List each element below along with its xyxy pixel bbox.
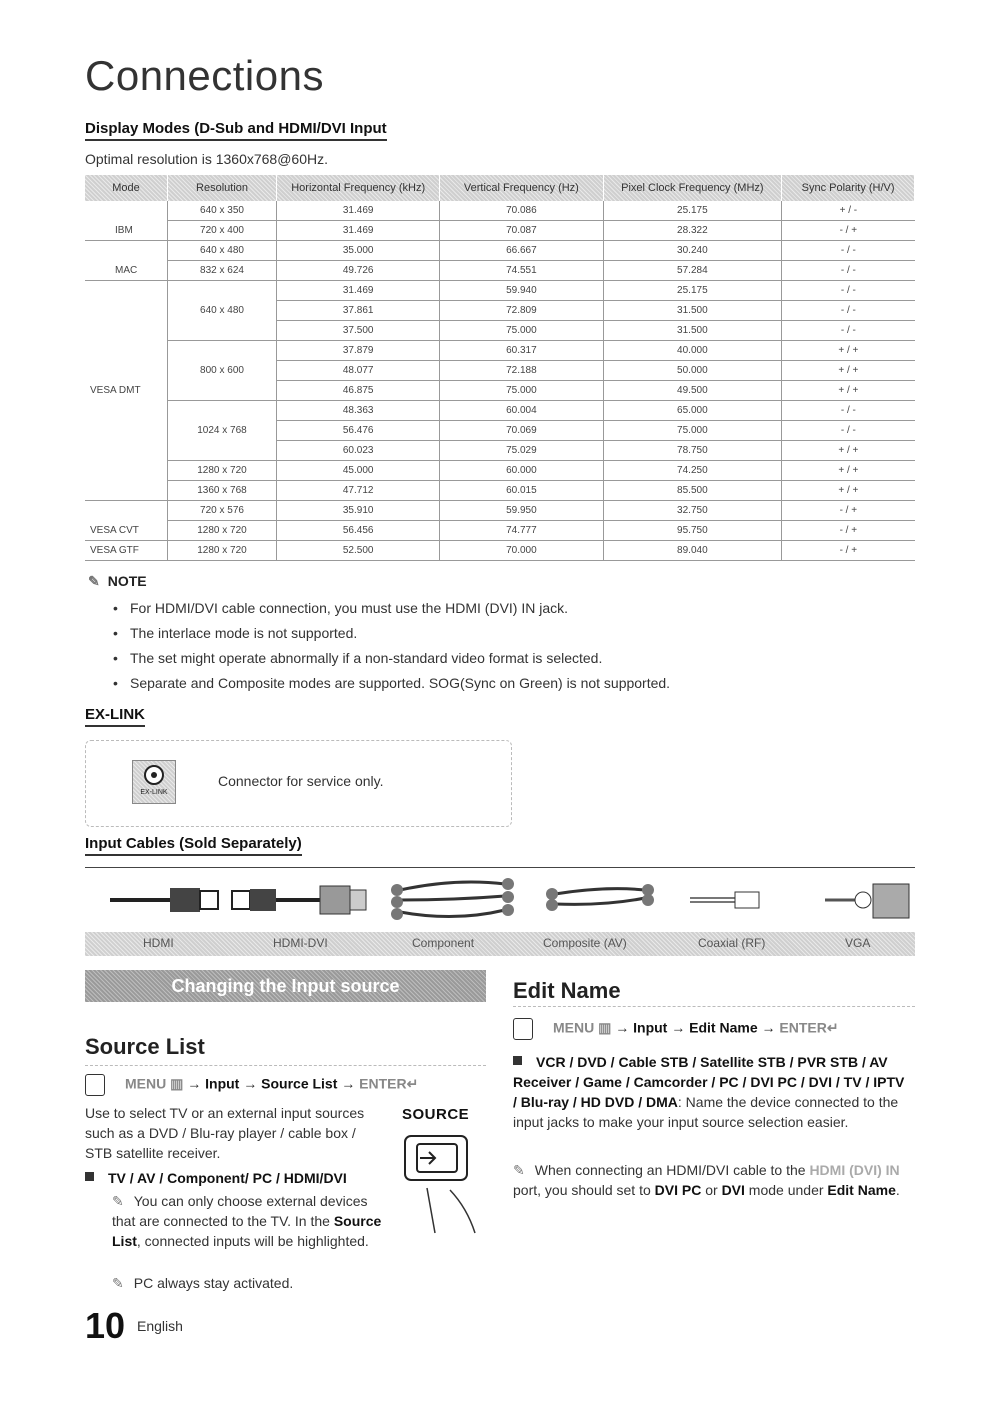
table-cell: [85, 341, 167, 361]
source-list-bullet: [85, 1168, 415, 1188]
col-header-mode: Mode: [85, 175, 167, 201]
table-cell: 75.029: [440, 441, 603, 461]
table-cell: 70.069: [440, 421, 603, 441]
edit-name-rule: [513, 1006, 915, 1007]
square-bullet-icon: [513, 1056, 522, 1065]
note-edit-name: Edit Name: [827, 1182, 896, 1198]
table-cell: 35.910: [277, 501, 440, 521]
note-hdmi-port: HDMI (DVI) IN: [809, 1162, 900, 1178]
table-cell: 28.322: [603, 221, 782, 241]
cable-label-vga: VGA: [845, 936, 871, 950]
table-cell: + / +: [782, 341, 915, 361]
path-arrow: →: [337, 1075, 360, 1092]
table-cell: 74.777: [440, 521, 603, 541]
table-cell: 70.086: [440, 201, 603, 221]
table-row: [85, 361, 915, 381]
table-cell: [85, 361, 167, 381]
note-text: When connecting an HDMI/DVI cable to the: [534, 1162, 810, 1178]
table-cell: [85, 421, 167, 441]
table-cell: + / +: [782, 461, 915, 481]
table-cell: [85, 281, 167, 301]
table-cell: + / +: [782, 381, 915, 401]
cables-divider: [85, 867, 915, 868]
hdmi-cable-icon: [110, 888, 218, 912]
table-cell: 31.469: [277, 281, 440, 301]
table-cell: 1360 x 768: [167, 481, 276, 501]
enter-label: ENTER: [779, 1019, 827, 1036]
table-cell: 720 x 576: [167, 501, 276, 521]
cables-label-bar: [85, 932, 915, 956]
page-title: Connections: [85, 52, 324, 99]
page-language: English: [137, 1318, 183, 1334]
table-cell: 37.879: [277, 341, 440, 361]
table-cell: 74.250: [603, 461, 782, 481]
table-cell: [85, 441, 167, 461]
table-cell: VESA DMT: [90, 385, 141, 396]
table-cell: 75.000: [440, 321, 603, 341]
table-cell: 31.469: [277, 221, 440, 241]
path-arrow: →: [757, 1019, 780, 1036]
path-arrow: →: [611, 1019, 634, 1036]
table-cell: 75.000: [603, 421, 782, 441]
table-row: [85, 201, 915, 221]
table-cell: 74.551: [440, 261, 603, 281]
note-item-text: The set might operate abnormally if a non-standard video format is selected.: [130, 650, 603, 666]
table-cell: - / -: [782, 421, 915, 441]
note-item-text: For HDMI/DVI cable connection, you must use the HDMI (DVI) IN jack.: [130, 600, 569, 616]
note-heading-text: NOTE: [107, 573, 147, 589]
table-cell: IBM: [85, 221, 167, 241]
cable-label-coaxial: Coaxial (RF): [698, 936, 766, 950]
table-row: [85, 501, 915, 521]
page-number: 10: [85, 1305, 126, 1346]
table-cell: [167, 441, 276, 461]
table-cell: 1280 x 720: [167, 521, 276, 541]
note-item-text: The interlace mode is not supported.: [130, 625, 358, 641]
table-cell: 70.087: [440, 221, 603, 241]
source-list-description: Use to select TV or an external input sources such as a DVD / Blu-ray player / cable box / STB satellite receiver.: [85, 1105, 365, 1161]
table-cell: + / +: [782, 361, 915, 381]
table-cell: 31.469: [277, 201, 440, 221]
table-row: [85, 221, 915, 241]
note-text: , connected inputs will be highlighted.: [136, 1233, 369, 1249]
table-row: [85, 381, 915, 401]
table-cell: 49.726: [277, 261, 440, 281]
note-item: [113, 648, 670, 673]
table-cell: 31.500: [603, 301, 782, 321]
table-cell: + / +: [782, 481, 915, 501]
menu-grid-icon: ▥: [594, 1019, 612, 1036]
table-cell: 640 x 480: [167, 241, 276, 261]
table-cell: VESA GTF: [85, 541, 167, 561]
input-cables-heading: Input Cables (Sold Separately): [85, 835, 302, 856]
edit-name-title: Edit Name: [513, 978, 621, 1003]
table-cell: 48.077: [277, 361, 440, 381]
table-cell: - / -: [782, 301, 915, 321]
table-cell: [167, 381, 276, 401]
table-cell: 60.317: [440, 341, 603, 361]
source-list-rule: [85, 1065, 486, 1066]
table-cell: 640 x 350: [167, 201, 276, 221]
table-cell: [85, 481, 167, 501]
table-cell: [167, 281, 276, 301]
table-cell: 1280 x 720: [167, 461, 276, 481]
table-cell: 70.000: [440, 541, 603, 561]
source-list-menu-path: [85, 1074, 418, 1096]
table-cell: 78.750: [603, 441, 782, 461]
table-cell: 31.500: [603, 321, 782, 341]
source-list-note-1: [112, 1191, 382, 1251]
table-row: [85, 541, 915, 561]
col-header-sync: Sync Polarity (H/V): [782, 175, 915, 201]
exlink-heading: EX-LINK: [85, 706, 145, 727]
note-text: .: [895, 1182, 900, 1198]
edit-name-menu-path: [513, 1018, 839, 1040]
source-list-title: Source List: [85, 1034, 205, 1059]
table-cell: 25.175: [603, 281, 782, 301]
edit-name-devices: VCR / DVD / Cable STB / Satellite STB / PVR STB / AV Receiver / Game / Camcorder / PC / DVI PC / DVI / TV / IPTV / Blu-ray / HD DVD / DMA: [513, 1054, 905, 1110]
note-item: [113, 673, 670, 698]
table-cell: - / -: [782, 321, 915, 341]
remote-hand-icon: [85, 1074, 105, 1096]
table-row: [85, 481, 915, 501]
note-item-text: Separate and Composite modes are supported. SOG(Sync on Green) is not supported.: [130, 675, 671, 691]
coaxial-cable-icon: [690, 892, 759, 908]
cables-illustration: [85, 872, 915, 930]
note-text: or: [701, 1182, 722, 1198]
table-row: [85, 241, 915, 261]
table-cell: 52.500: [277, 541, 440, 561]
table-cell: 32.750: [603, 501, 782, 521]
composite-cable-icon: [546, 884, 654, 911]
edit-name-bullet: [513, 1052, 908, 1132]
menu-label: MENU: [553, 1019, 595, 1036]
path-arrow: →: [183, 1075, 206, 1092]
table-row: [85, 321, 915, 341]
table-row: [85, 281, 915, 301]
table-cell: 48.363: [277, 401, 440, 421]
note-heading: [88, 573, 147, 590]
display-modes-body: [85, 201, 915, 561]
cable-label-hdmi: HDMI: [143, 936, 174, 950]
note-pencil-icon: ✎: [88, 573, 100, 589]
note-bold: Source List: [112, 1213, 382, 1249]
exlink-icon-label: EX-LINK: [140, 789, 168, 796]
table-cell: 56.456: [277, 521, 440, 541]
table-cell: 45.000: [277, 461, 440, 481]
table-row: [85, 401, 915, 421]
table-cell: 65.000: [603, 401, 782, 421]
table-cell: 60.015: [440, 481, 603, 501]
enter-label: ENTER: [359, 1075, 407, 1092]
table-cell: [167, 341, 276, 361]
table-cell: MAC: [85, 261, 167, 281]
table-cell: 60.000: [440, 461, 603, 481]
table-cell: - / +: [782, 501, 915, 521]
table-cell: 59.950: [440, 501, 603, 521]
table-cell: 57.284: [603, 261, 782, 281]
display-modes-heading: Display Modes (D-Sub and HDMI/DVI Input: [85, 120, 387, 141]
table-cell: 1024 x 768: [167, 421, 276, 441]
table-cell: 30.240: [603, 241, 782, 261]
table-cell: 50.000: [603, 361, 782, 381]
table-cell: 59.940: [440, 281, 603, 301]
table-row: [85, 441, 915, 461]
table-cell: 800 x 600: [167, 361, 276, 381]
table-row: [85, 261, 915, 281]
table-cell: - / -: [782, 281, 915, 301]
table-cell: 35.000: [277, 241, 440, 261]
display-modes-table: [85, 175, 915, 561]
edit-name-desc: : Name the device connected to the input jacks to make your input source selection easier.: [513, 1094, 899, 1130]
table-cell: 89.040: [603, 541, 782, 561]
table-cell: - / -: [782, 401, 915, 421]
table-cell: - / -: [782, 241, 915, 261]
note-item: [113, 598, 670, 623]
note-text: mode under: [744, 1182, 828, 1198]
table-cell: 56.476: [277, 421, 440, 441]
square-bullet-icon: [85, 1172, 94, 1181]
table-cell: [85, 501, 167, 521]
path-arrow: →: [239, 1075, 262, 1092]
table-cell: 85.500: [603, 481, 782, 501]
path-source-list: Source List: [261, 1075, 338, 1092]
section-banner: Changing the Input source: [85, 970, 486, 1002]
menu-grid-icon: ▥: [166, 1075, 184, 1092]
table-cell: 72.188: [440, 361, 603, 381]
note-dvi: DVI: [721, 1182, 745, 1198]
note-text: You can only choose external devices that are connected to the TV. In the: [112, 1193, 368, 1229]
optimal-resolution-text: Optimal resolution is 1360x768@60Hz.: [85, 151, 329, 167]
table-cell: 60.023: [277, 441, 440, 461]
vga-cable-icon: [825, 884, 909, 918]
table-cell: 66.667: [440, 241, 603, 261]
exlink-description: Connector for service only.: [218, 773, 384, 789]
note-dvi-pc: DVI PC: [654, 1182, 702, 1198]
note-pencil-icon: ✎: [112, 1275, 124, 1291]
table-cell: [85, 241, 167, 261]
table-cell: 640 x 480: [167, 301, 276, 321]
table-cell: 37.861: [277, 301, 440, 321]
menu-label: MENU: [125, 1075, 167, 1092]
path-input: Input: [633, 1019, 668, 1036]
source-list-inputs: TV / AV / Component/ PC / HDMI/DVI: [108, 1170, 347, 1186]
enter-icon: ↵: [406, 1075, 419, 1092]
table-cell: [85, 201, 167, 221]
col-header-pixel-clock: Pixel Clock Frequency (MHz): [603, 175, 782, 201]
table-cell: 46.875: [277, 381, 440, 401]
table-cell: 1280 x 720: [167, 541, 276, 561]
note-item: [113, 623, 670, 648]
table-cell: + / +: [782, 441, 915, 461]
path-input: Input: [205, 1075, 240, 1092]
path-edit-name: Edit Name: [689, 1019, 758, 1036]
enter-icon: ↵: [826, 1019, 839, 1036]
source-key-label: SOURCE: [402, 1106, 470, 1123]
table-cell: [85, 461, 167, 481]
exlink-connector-icon: [132, 760, 176, 804]
table-row: [85, 341, 915, 361]
table-cell: - / +: [782, 221, 915, 241]
table-cell: [167, 401, 276, 421]
remote-hand-icon: [513, 1018, 533, 1040]
table-cell: - / -: [782, 261, 915, 281]
table-cell: 47.712: [277, 481, 440, 501]
table-cell: 720 x 400: [167, 221, 276, 241]
table-cell: [85, 401, 167, 421]
note-text: port, you should set to: [513, 1182, 655, 1198]
table-cell: 75.000: [440, 381, 603, 401]
table-cell: 40.000: [603, 341, 782, 361]
table-cell: 37.500: [277, 321, 440, 341]
table-cell: 832 x 624: [167, 261, 276, 281]
cable-label-composite: Composite (AV): [543, 936, 627, 950]
table-cell: 49.500: [603, 381, 782, 401]
cable-label-component: Component: [412, 936, 475, 950]
source-list-note-2: [112, 1273, 293, 1293]
note-text: PC always stay activated.: [133, 1275, 294, 1291]
table-cell: + / -: [782, 201, 915, 221]
table-cell: 72.809: [440, 301, 603, 321]
table-row: [85, 521, 915, 541]
component-cable-icon: [391, 878, 514, 920]
table-cell: - / +: [782, 541, 915, 561]
table-cell: VESA CVT: [85, 521, 167, 541]
note-list: [113, 598, 670, 698]
col-header-vertical: Vertical Frequency (Hz): [440, 175, 603, 201]
table-row: [85, 461, 915, 481]
table-row: [85, 301, 915, 321]
edit-name-note: [513, 1160, 903, 1200]
table-cell: 95.750: [603, 521, 782, 541]
table-cell: [85, 301, 167, 321]
cable-label-hdmi-dvi: HDMI-DVI: [273, 936, 328, 950]
hdmi-dvi-cable-icon: [232, 886, 366, 914]
note-pencil-icon: ✎: [513, 1162, 525, 1178]
table-cell: [85, 321, 167, 341]
path-arrow: →: [667, 1019, 690, 1036]
table-cell: [167, 321, 276, 341]
table-cell: - / +: [782, 521, 915, 541]
col-header-resolution: Resolution: [167, 175, 276, 201]
note-pencil-icon: ✎: [112, 1193, 124, 1209]
table-row: [85, 421, 915, 441]
table-cell: 60.004: [440, 401, 603, 421]
col-header-horizontal: Horizontal Frequency (kHz): [277, 175, 440, 201]
table-cell: 25.175: [603, 201, 782, 221]
